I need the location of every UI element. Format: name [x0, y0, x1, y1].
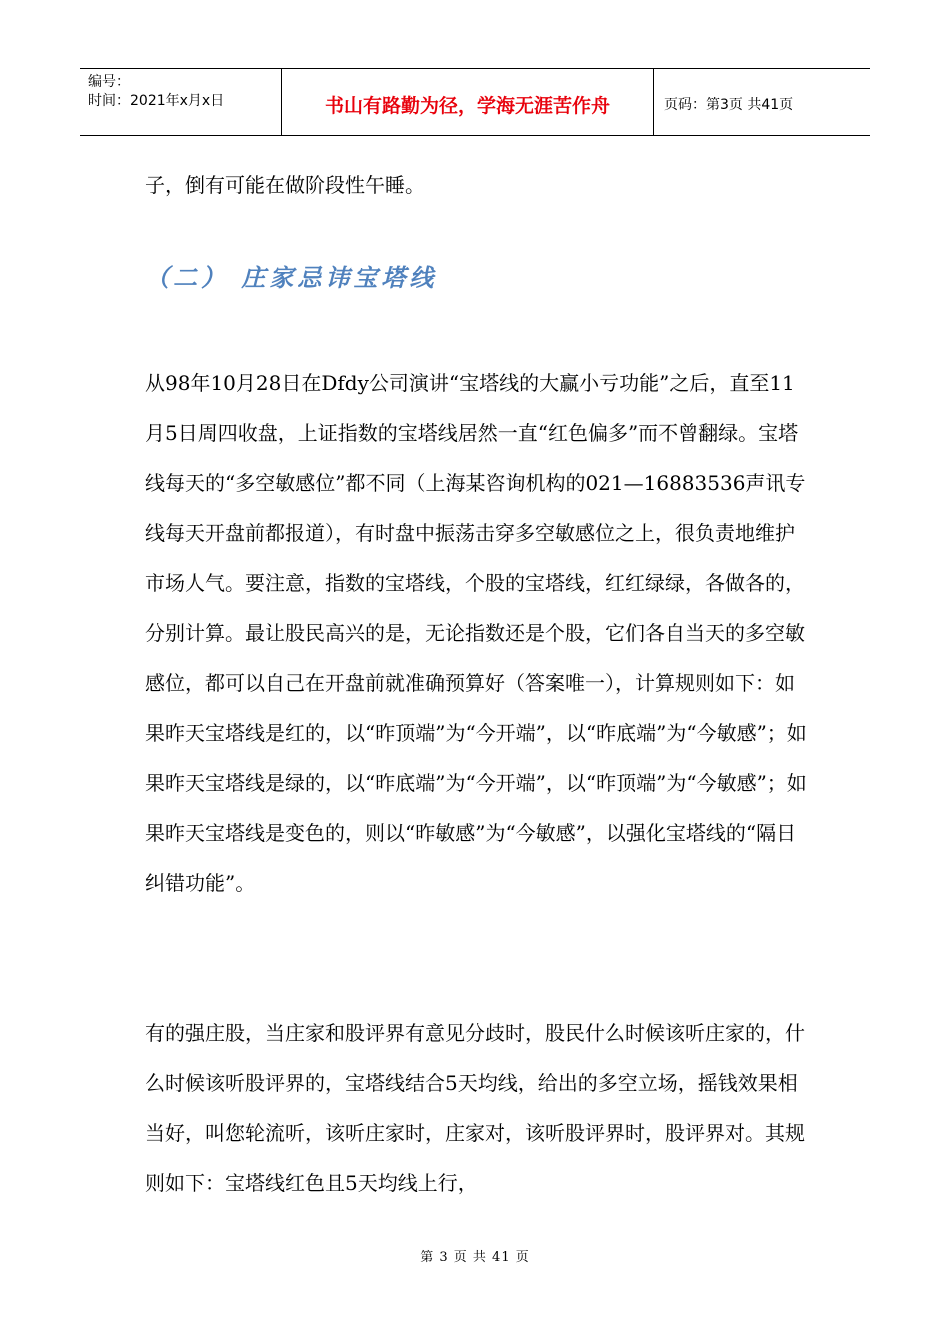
page-footer: 第 3 页 共 41 页: [420, 1250, 530, 1265]
paragraph-2: 有的强庄股，当庄家和股评界有意见分歧时，股民什么时候该听庄家的，什么时候该听股评界的，宝塔线结合5天均线，给出的多空立场，摇钱效果相当好，叫您轮流听，该听庄家时，庄家对，该听股评界时，股评界对。其规则如下：宝塔线红色且5天均线上行，: [145, 1021, 805, 1195]
document-number-label: 编号：: [88, 74, 130, 90]
header-motto: 书山有路勤为径，学海无涯苦作舟: [282, 69, 654, 135]
section-heading: （二） 庄家忌讳宝塔线: [145, 263, 438, 292]
header-meta: [80, 69, 282, 135]
page-header: [80, 68, 870, 136]
paragraph-fragment: 子，倒有可能在做阶段性午睡。: [145, 173, 425, 197]
header-page-number: 页码：第3页 共41页: [664, 97, 794, 113]
document-time-label: 时间：2021年x月x日: [88, 93, 225, 109]
paragraph-1: 从98年10月28日在Dfdy公司演讲“宝塔线的大赢小亏功能”之后，直至11月5日周四收盘，上证指数的宝塔线居然一直“红色偏多”而不曾翻绿。宝塔线每天的“多空敏感位”都不同（上海某咨询机构的021—16883536声讯专线每天开盘前都报道），有时盘中振荡击穿多空敏感位之上，很负责地维护市场人气。要注意，指数的宝塔线，个股的宝塔线，红红绿绿，各做各的，分别计算。最让股民高兴的是，无论指数还是个股，它们各自当天的多空敏感位，都可以自己在开盘前就准确预算好（答案唯一），计算规则如下：如果昨天宝塔线是红的，以“昨顶端”为“今开端”，以“昨底端”为“今敏感”；如果昨天宝塔线是绿的，以“昨底端”为“今开端”，以“昨顶端”为“今敏感”；如果昨天宝塔线是变色的，则以“昨敏感”为“今敏感”，以强化宝塔线的“隔日纠错功能”。: [145, 371, 807, 895]
